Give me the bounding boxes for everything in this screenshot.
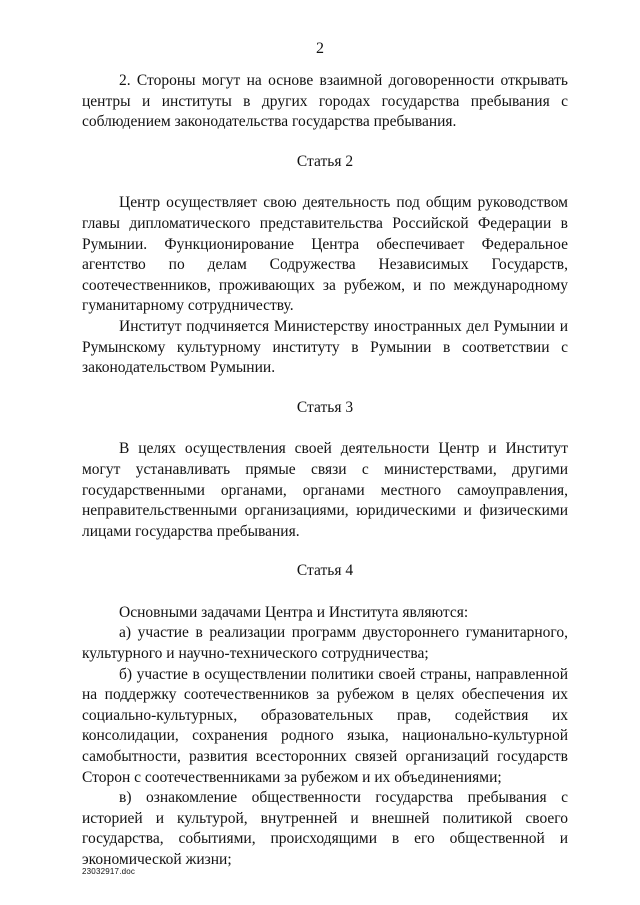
article-4-item-b: б) участие в осуществлении политики своей страны, направленной на поддержку соотечественников за рубежом в целях обеспечения их социально-культурных, образовательных прав, содействия их консолидации, сохранения родного языка, национально-культурной самобытности, развития всесторонних связей организаций государств Сторон с соотечественниками за рубежом и их объединениями; xyxy=(82,665,568,786)
article-3-paragraph-1: В целях осуществления своей деятельности Центр и Институт могут устанавливать прямые связи с министерствами, другими государственными органами, органами местного самоуправления, неправительственными организациями, юридическими и физическими лицами государства пребывания. xyxy=(82,440,568,540)
article-4-intro: Основными задачами Центра и Института являются: xyxy=(119,603,469,621)
document-body xyxy=(82,71,568,871)
article-4-heading: Статья 4 xyxy=(296,562,354,580)
article-4-item-c: в) ознакомление общественности государства пребывания с историей и культурой, внутренней и внешней политикой своего государства, событиями, происходящими в его общественной и экономической жизни; xyxy=(82,789,568,868)
article-2-paragraph-1: Центр осуществляет свою деятельность под общим руководством главы дипломатического представительства Российской Федерации в Румынии. Функционирование Центра обеспечивает Федеральное агентство по делам Содружества Независимых Государств, соотечественников, проживающих за рубежом, и по международному гуманитарному сотрудничеству. xyxy=(82,194,568,315)
article-3-heading: Статья 3 xyxy=(296,398,354,416)
document-file-code: 23032917.doc xyxy=(82,867,136,876)
article-2-paragraph-2: Институт подчиняется Министерству иностранных дел Румынии и Румынскому культурному институту в Румынии в соответствии с законодательством Румынии. xyxy=(82,317,568,377)
article-2-heading: Статья 2 xyxy=(296,152,354,170)
paragraph-clause-2: 2. Стороны могут на основе взаимной договоренности открывать центры и институты в других городах государства пребывания с соблюдением законодательства государства пребывания. xyxy=(82,72,568,131)
article-4-item-a: а) участие в реализации программ двустороннего гуманитарного, культурного и научно-технического сотрудничества; xyxy=(82,624,568,663)
page-number: 2 xyxy=(316,40,324,57)
